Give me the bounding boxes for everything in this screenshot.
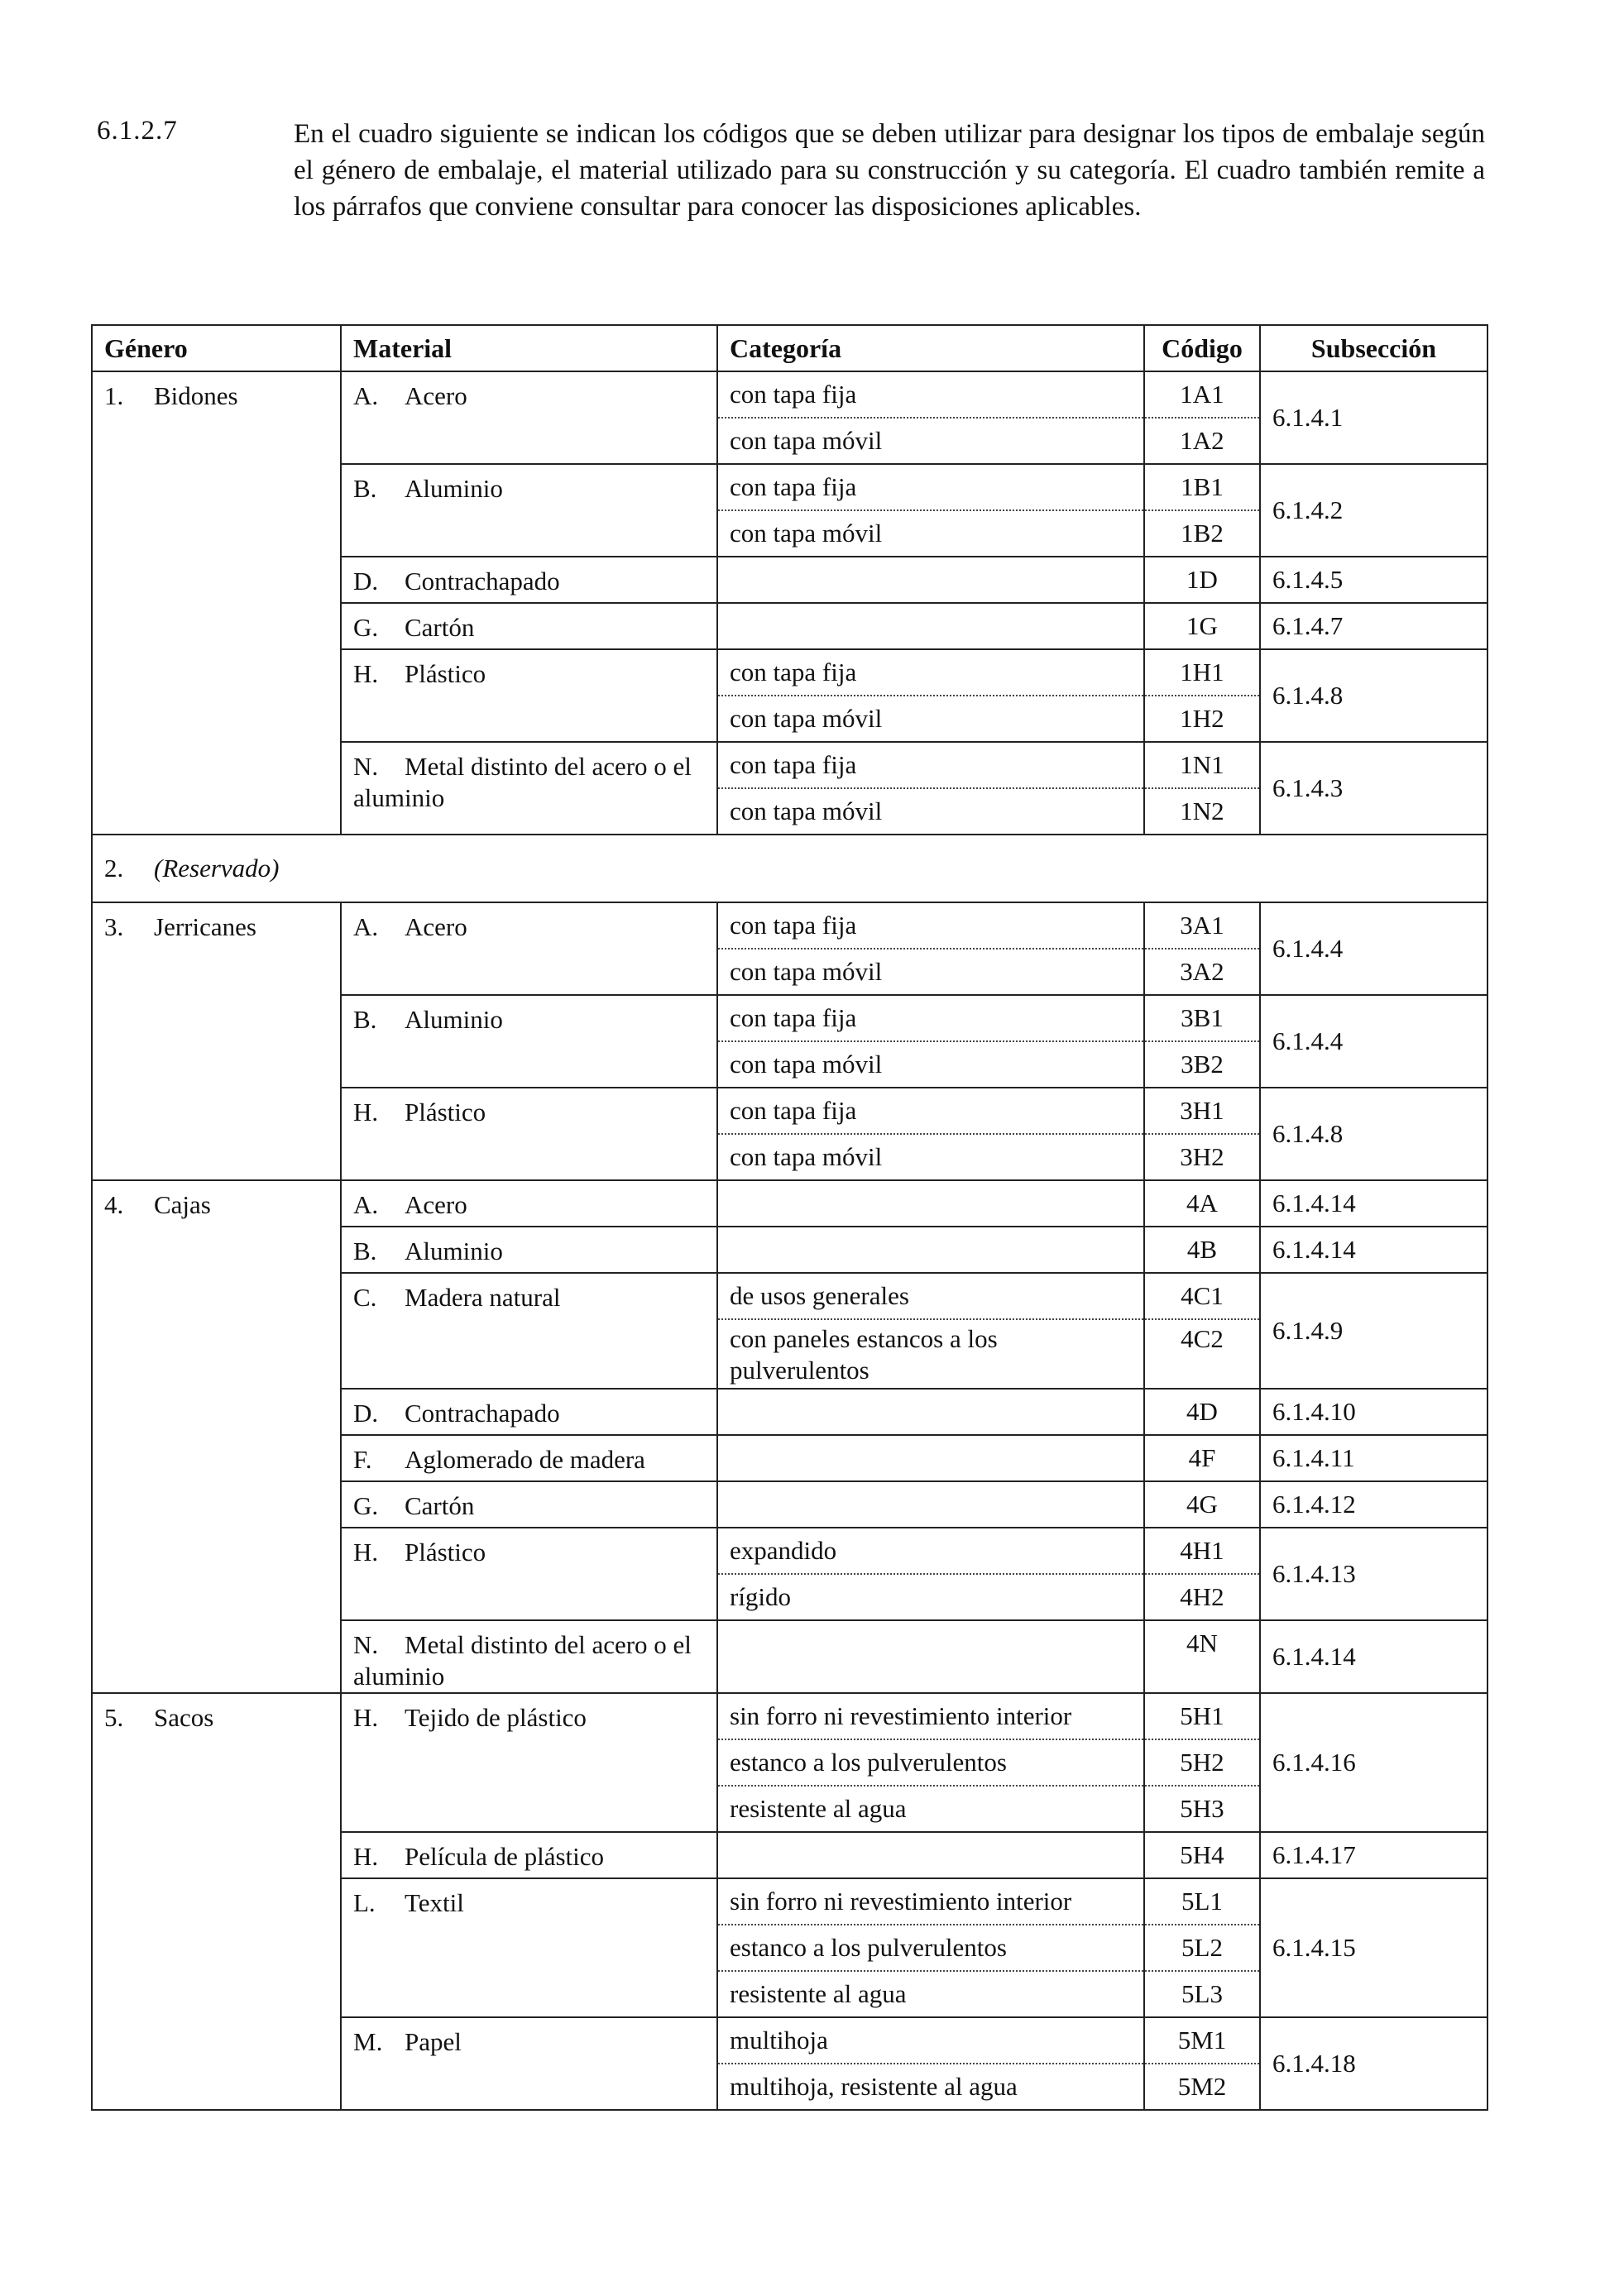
codigo-cell bbox=[1144, 995, 1260, 1088]
codigo-item bbox=[1145, 1879, 1259, 1925]
codigo-item bbox=[1145, 1482, 1259, 1527]
categoria-text: con tapa fija bbox=[730, 750, 857, 779]
codigo-item bbox=[1145, 696, 1259, 741]
codigo-item bbox=[1145, 1227, 1259, 1272]
material-letter: A. bbox=[353, 381, 379, 410]
codigo-item bbox=[1145, 1274, 1259, 1320]
codigo-cell bbox=[1144, 1273, 1260, 1389]
table-row-reserved bbox=[92, 835, 1487, 902]
codigo-text: 4B bbox=[1186, 1235, 1218, 1264]
codigo-cell bbox=[1144, 902, 1260, 995]
header-categoria: Categoría bbox=[717, 325, 1144, 371]
codigo-text: 1N1 bbox=[1180, 750, 1224, 779]
codigo-item bbox=[1145, 1181, 1259, 1226]
categoria-cell bbox=[717, 1620, 1144, 1693]
codigo-text: 5H3 bbox=[1180, 1794, 1224, 1823]
categoria-item bbox=[718, 743, 1143, 789]
material-cell bbox=[341, 371, 717, 464]
table-body bbox=[92, 371, 1487, 2110]
codigo-item bbox=[1145, 650, 1259, 696]
codigo-cell bbox=[1144, 1528, 1260, 1620]
categoria-item bbox=[718, 1879, 1143, 1925]
codigo-item bbox=[1145, 996, 1259, 1042]
codigo-text: 5H4 bbox=[1180, 1840, 1224, 1869]
material-name: Madera natural bbox=[405, 1283, 561, 1312]
material-cell bbox=[341, 1878, 717, 2017]
codigo-cell bbox=[1144, 371, 1260, 464]
material-letter: B. bbox=[353, 474, 377, 503]
codigo-text: 1N2 bbox=[1180, 796, 1224, 825]
categoria-item bbox=[718, 789, 1143, 834]
codigo-cell bbox=[1144, 603, 1260, 649]
subseccion-cell: 6.1.4.5 bbox=[1260, 557, 1487, 603]
codigo-cell bbox=[1144, 742, 1260, 835]
material-letter: B. bbox=[353, 1236, 377, 1265]
material-letter: H. bbox=[353, 1842, 379, 1871]
categoria-cell bbox=[717, 371, 1144, 464]
header-genero: Género bbox=[92, 325, 341, 371]
codigo-cell bbox=[1144, 1620, 1260, 1693]
categoria-cell bbox=[717, 1273, 1144, 1389]
genero-name: Bidones bbox=[154, 381, 238, 410]
paragraph-number: 6.1.2.7 bbox=[97, 116, 178, 146]
material-name: Contrachapado bbox=[405, 567, 560, 596]
categoria-cell bbox=[717, 1435, 1144, 1481]
categoria-text: con tapa móvil bbox=[730, 426, 883, 455]
codigo-item bbox=[1145, 1135, 1259, 1179]
codigo-cell bbox=[1144, 1180, 1260, 1227]
categoria-cell bbox=[717, 464, 1144, 557]
categoria-item bbox=[718, 1528, 1143, 1575]
codigo-cell bbox=[1144, 1693, 1260, 1832]
material-name: Aglomerado de madera bbox=[405, 1445, 645, 1474]
categoria-item bbox=[718, 1135, 1143, 1179]
codigo-text: 3B1 bbox=[1181, 1003, 1224, 1032]
material-name: Plástico bbox=[405, 659, 486, 688]
table-row bbox=[92, 371, 1487, 464]
material-letter: M. bbox=[353, 2027, 383, 2056]
material-letter: H. bbox=[353, 1703, 379, 1732]
subseccion-cell: 6.1.4.18 bbox=[1260, 2017, 1487, 2110]
categoria-cell bbox=[717, 1481, 1144, 1528]
material-name: Textil bbox=[405, 1888, 464, 1917]
material-cell bbox=[341, 1435, 717, 1481]
material-cell bbox=[341, 1088, 717, 1180]
categoria-cell bbox=[717, 1389, 1144, 1435]
material-cell bbox=[341, 1180, 717, 1227]
codigo-item bbox=[1145, 604, 1259, 648]
categoria-item bbox=[718, 419, 1143, 463]
categoria-item bbox=[718, 1320, 1143, 1388]
material-cell bbox=[341, 995, 717, 1088]
subseccion-cell: 6.1.4.14 bbox=[1260, 1180, 1487, 1227]
packaging-codes-table bbox=[91, 324, 1488, 2111]
material-cell bbox=[341, 1693, 717, 1832]
codigo-item bbox=[1145, 1787, 1259, 1831]
categoria-cell bbox=[717, 1088, 1144, 1180]
codigo-cell bbox=[1144, 464, 1260, 557]
codigo-text: 3A2 bbox=[1180, 957, 1224, 986]
genero-cell bbox=[92, 371, 341, 835]
material-letter: C. bbox=[353, 1283, 377, 1312]
codigo-text: 1B1 bbox=[1181, 472, 1224, 501]
codigo-text: 4C2 bbox=[1181, 1324, 1224, 1353]
material-letter: D. bbox=[353, 567, 379, 596]
codigo-item bbox=[1145, 557, 1259, 602]
categoria-item bbox=[718, 2064, 1143, 2109]
categoria-item bbox=[718, 511, 1143, 556]
table-header-row bbox=[92, 325, 1487, 371]
categoria-item bbox=[718, 1227, 1143, 1272]
material-letter: B. bbox=[353, 1005, 377, 1034]
categoria-cell bbox=[717, 1528, 1144, 1620]
material-cell bbox=[341, 1832, 717, 1878]
table-row bbox=[92, 1180, 1487, 1227]
categoria-text: rígido bbox=[730, 1582, 792, 1611]
genero-name: Jerricanes bbox=[154, 912, 256, 941]
codigo-text: 4H2 bbox=[1180, 1582, 1224, 1611]
material-cell bbox=[341, 742, 717, 835]
subseccion-cell: 6.1.4.4 bbox=[1260, 995, 1487, 1088]
codigo-item bbox=[1145, 1694, 1259, 1740]
subseccion-cell: 6.1.4.10 bbox=[1260, 1389, 1487, 1435]
categoria-cell bbox=[717, 1180, 1144, 1227]
material-cell bbox=[341, 1273, 717, 1389]
categoria-text: sin forro ni revestimiento interior bbox=[730, 1887, 1072, 1916]
codigo-text: 5L2 bbox=[1181, 1933, 1223, 1962]
codigo-text: 4A bbox=[1186, 1189, 1218, 1217]
subseccion-cell: 6.1.4.15 bbox=[1260, 1878, 1487, 2017]
categoria-item bbox=[718, 650, 1143, 696]
categoria-item bbox=[718, 2018, 1143, 2064]
categoria-cell bbox=[717, 2017, 1144, 2110]
material-name: Plástico bbox=[405, 1098, 486, 1126]
material-name: Plástico bbox=[405, 1538, 486, 1567]
categoria-text: multihoja bbox=[730, 2026, 828, 2054]
material-name: Acero bbox=[405, 912, 467, 941]
categoria-item bbox=[718, 1972, 1143, 2016]
categoria-item bbox=[718, 996, 1143, 1042]
codigo-text: 3H1 bbox=[1180, 1096, 1224, 1125]
genero-cell bbox=[92, 835, 1487, 902]
categoria-item bbox=[718, 1621, 1143, 1666]
codigo-item bbox=[1145, 1390, 1259, 1434]
codigo-item bbox=[1145, 372, 1259, 419]
material-name: Aluminio bbox=[405, 1005, 503, 1034]
material-name: Cartón bbox=[405, 613, 475, 642]
categoria-item bbox=[718, 1390, 1143, 1434]
material-letter: A. bbox=[353, 912, 379, 941]
codigo-text: 5M1 bbox=[1177, 2026, 1227, 2054]
subseccion-cell: 6.1.4.3 bbox=[1260, 742, 1487, 835]
codigo-text: 1G bbox=[1186, 611, 1218, 640]
genero-number: 1. bbox=[104, 381, 124, 410]
material-letter: N. bbox=[353, 752, 379, 781]
codigo-item bbox=[1145, 1320, 1259, 1388]
categoria-item bbox=[718, 372, 1143, 419]
paragraph-text: En el cuadro siguiente se indican los códigos que se deben utilizar para designar los tipos de embalaje según el género de embalaje, el material utilizado para su construcción y su categoría. El cuadro también remite a los párrafos que conviene consultar para conocer las disposiciones aplicables. bbox=[294, 119, 1485, 222]
subseccion-cell: 6.1.4.17 bbox=[1260, 1832, 1487, 1878]
material-name: Película de plástico bbox=[405, 1842, 605, 1871]
categoria-text: sin forro ni revestimiento interior bbox=[730, 1701, 1072, 1730]
codigo-cell bbox=[1144, 1435, 1260, 1481]
categoria-text: resistente al agua bbox=[730, 1979, 907, 2008]
codigo-item bbox=[1145, 1972, 1259, 2016]
material-cell bbox=[341, 603, 717, 649]
codigo-item bbox=[1145, 743, 1259, 789]
table-row bbox=[92, 1693, 1487, 1832]
categoria-item bbox=[718, 1436, 1143, 1480]
header-material: Material bbox=[341, 325, 717, 371]
material-name: Aluminio bbox=[405, 474, 503, 503]
genero-name: (Reservado) bbox=[154, 854, 280, 883]
material-name: Papel bbox=[405, 2027, 462, 2056]
categoria-text: con tapa móvil bbox=[730, 1142, 883, 1171]
material-name: Metal distinto del acero o el aluminio bbox=[353, 1630, 692, 1691]
codigo-text: 1D bbox=[1186, 565, 1218, 594]
codigo-cell bbox=[1144, 1088, 1260, 1180]
codigo-text: 4C1 bbox=[1181, 1281, 1224, 1310]
material-cell bbox=[341, 464, 717, 557]
codigo-item bbox=[1145, 1088, 1259, 1135]
genero-number: 2. bbox=[104, 854, 124, 883]
codigo-text: 5L3 bbox=[1181, 1979, 1223, 2008]
material-cell bbox=[341, 649, 717, 742]
codigo-text: 5M2 bbox=[1177, 2072, 1227, 2101]
categoria-text: con tapa móvil bbox=[730, 519, 883, 548]
categoria-text: con tapa fija bbox=[730, 472, 857, 501]
categoria-cell bbox=[717, 603, 1144, 649]
genero-number: 4. bbox=[104, 1190, 124, 1219]
subseccion-cell: 6.1.4.8 bbox=[1260, 1088, 1487, 1180]
codigo-text: 3A1 bbox=[1180, 911, 1224, 940]
table-row bbox=[92, 902, 1487, 995]
codigo-text: 4G bbox=[1186, 1490, 1218, 1519]
material-letter: N. bbox=[353, 1630, 379, 1659]
codigo-item bbox=[1145, 1575, 1259, 1619]
categoria-text: con tapa móvil bbox=[730, 1050, 883, 1079]
categoria-cell bbox=[717, 995, 1144, 1088]
categoria-text: expandido bbox=[730, 1536, 837, 1565]
material-letter: H. bbox=[353, 1538, 379, 1567]
categoria-item bbox=[718, 1274, 1143, 1320]
codigo-text: 4H1 bbox=[1180, 1536, 1224, 1565]
codigo-cell bbox=[1144, 2017, 1260, 2110]
material-name: Metal distinto del acero o el aluminio bbox=[353, 752, 692, 812]
subseccion-cell: 6.1.4.14 bbox=[1260, 1227, 1487, 1273]
material-cell bbox=[341, 1389, 717, 1435]
codigo-item bbox=[1145, 1042, 1259, 1087]
material-cell bbox=[341, 1481, 717, 1528]
categoria-text: multihoja, resistente al agua bbox=[730, 2072, 1018, 2101]
categoria-text: con tapa móvil bbox=[730, 704, 883, 733]
subseccion-cell: 6.1.4.9 bbox=[1260, 1273, 1487, 1389]
subseccion-cell: 6.1.4.4 bbox=[1260, 902, 1487, 995]
codigo-item bbox=[1145, 1528, 1259, 1575]
categoria-text: con tapa fija bbox=[730, 380, 857, 409]
categoria-cell bbox=[717, 902, 1144, 995]
codigo-text: 1A1 bbox=[1180, 380, 1224, 409]
codigo-item bbox=[1145, 1621, 1259, 1666]
codigo-item bbox=[1145, 465, 1259, 511]
codigo-text: 5H2 bbox=[1180, 1748, 1224, 1777]
categoria-text: con paneles estancos a los pulverulentos bbox=[730, 1324, 998, 1385]
subseccion-cell: 6.1.4.2 bbox=[1260, 464, 1487, 557]
categoria-item bbox=[718, 1694, 1143, 1740]
subseccion-cell: 6.1.4.13 bbox=[1260, 1528, 1487, 1620]
subseccion-cell: 6.1.4.16 bbox=[1260, 1693, 1487, 1832]
categoria-text: con tapa fija bbox=[730, 911, 857, 940]
categoria-cell bbox=[717, 649, 1144, 742]
codigo-text: 1H1 bbox=[1180, 658, 1224, 686]
categoria-item bbox=[718, 1925, 1143, 1972]
codigo-cell bbox=[1144, 1389, 1260, 1435]
codigo-cell bbox=[1144, 557, 1260, 603]
material-letter: D. bbox=[353, 1399, 379, 1428]
codigo-item bbox=[1145, 2064, 1259, 2109]
categoria-item bbox=[718, 1575, 1143, 1619]
codigo-text: 1A2 bbox=[1180, 426, 1224, 455]
subseccion-cell: 6.1.4.8 bbox=[1260, 649, 1487, 742]
subseccion-cell: 6.1.4.1 bbox=[1260, 371, 1487, 464]
categoria-item bbox=[718, 903, 1143, 949]
material-name: Contrachapado bbox=[405, 1399, 560, 1428]
categoria-cell bbox=[717, 1832, 1144, 1878]
categoria-text: de usos generales bbox=[730, 1281, 909, 1310]
categoria-text: con tapa móvil bbox=[730, 796, 883, 825]
categoria-item bbox=[718, 604, 1143, 648]
header-subseccion: Subsección bbox=[1260, 325, 1487, 371]
categoria-cell bbox=[717, 1227, 1144, 1273]
material-letter: L. bbox=[353, 1888, 376, 1917]
codigo-item bbox=[1145, 789, 1259, 834]
material-letter: G. bbox=[353, 613, 379, 642]
categoria-item bbox=[718, 557, 1143, 602]
material-name: Acero bbox=[405, 381, 467, 410]
categoria-item bbox=[718, 1740, 1143, 1787]
genero-cell bbox=[92, 902, 341, 1180]
material-cell bbox=[341, 557, 717, 603]
categoria-item bbox=[718, 1042, 1143, 1087]
codigo-text: 1B2 bbox=[1181, 519, 1224, 548]
categoria-item bbox=[718, 696, 1143, 741]
header-codigo: Código bbox=[1144, 325, 1260, 371]
subseccion-cell: 6.1.4.14 bbox=[1260, 1620, 1487, 1693]
categoria-text: estanco a los pulverulentos bbox=[730, 1748, 1007, 1777]
categoria-text: estanco a los pulverulentos bbox=[730, 1933, 1007, 1962]
categoria-cell bbox=[717, 557, 1144, 603]
categoria-item bbox=[718, 949, 1143, 994]
material-cell bbox=[341, 1620, 717, 1693]
genero-number: 3. bbox=[104, 912, 124, 941]
material-cell bbox=[341, 1528, 717, 1620]
codigo-item bbox=[1145, 1740, 1259, 1787]
genero-cell bbox=[92, 1693, 341, 2110]
codigo-item bbox=[1145, 511, 1259, 556]
codigo-item bbox=[1145, 949, 1259, 994]
codigo-text: 4D bbox=[1186, 1397, 1218, 1426]
categoria-item bbox=[718, 465, 1143, 511]
categoria-item bbox=[718, 1482, 1143, 1527]
material-cell bbox=[341, 2017, 717, 2110]
material-letter: A. bbox=[353, 1190, 379, 1219]
codigo-cell bbox=[1144, 1481, 1260, 1528]
categoria-text: resistente al agua bbox=[730, 1794, 907, 1823]
categoria-item bbox=[718, 1181, 1143, 1226]
categoria-item bbox=[718, 1833, 1143, 1877]
subseccion-cell: 6.1.4.11 bbox=[1260, 1435, 1487, 1481]
codigo-cell bbox=[1144, 1878, 1260, 2017]
codigo-text: 4F bbox=[1188, 1443, 1216, 1472]
codigo-item bbox=[1145, 1436, 1259, 1480]
genero-name: Sacos bbox=[154, 1703, 214, 1732]
material-cell bbox=[341, 902, 717, 995]
codigo-cell bbox=[1144, 649, 1260, 742]
codigo-item bbox=[1145, 1833, 1259, 1877]
material-name: Cartón bbox=[405, 1491, 475, 1520]
codigo-item bbox=[1145, 903, 1259, 949]
material-cell bbox=[341, 1227, 717, 1273]
genero-name: Cajas bbox=[154, 1190, 211, 1219]
genero-cell bbox=[92, 1180, 341, 1693]
codigo-text: 1H2 bbox=[1180, 704, 1224, 733]
categoria-cell bbox=[717, 1693, 1144, 1832]
codigo-text: 5H1 bbox=[1180, 1701, 1224, 1730]
material-name: Acero bbox=[405, 1190, 467, 1219]
material-letter: F. bbox=[353, 1445, 372, 1474]
categoria-item bbox=[718, 1088, 1143, 1135]
codigo-text: 3H2 bbox=[1180, 1142, 1224, 1171]
subseccion-cell: 6.1.4.7 bbox=[1260, 603, 1487, 649]
material-name: Aluminio bbox=[405, 1236, 503, 1265]
codigo-item bbox=[1145, 2018, 1259, 2064]
categoria-text: con tapa fija bbox=[730, 658, 857, 686]
categoria-text: con tapa fija bbox=[730, 1003, 857, 1032]
material-letter: H. bbox=[353, 659, 379, 688]
material-letter: H. bbox=[353, 1098, 379, 1126]
categoria-text: con tapa móvil bbox=[730, 957, 883, 986]
codigo-cell bbox=[1144, 1832, 1260, 1878]
codigo-text: 5L1 bbox=[1181, 1887, 1223, 1916]
material-letter: G. bbox=[353, 1491, 379, 1520]
categoria-item bbox=[718, 1787, 1143, 1831]
codigo-item bbox=[1145, 1925, 1259, 1972]
codigo-text: 4N bbox=[1186, 1629, 1218, 1657]
material-name: Tejido de plástico bbox=[405, 1703, 587, 1732]
categoria-cell bbox=[717, 742, 1144, 835]
genero-number: 5. bbox=[104, 1703, 124, 1732]
subseccion-cell: 6.1.4.12 bbox=[1260, 1481, 1487, 1528]
categoria-text: con tapa fija bbox=[730, 1096, 857, 1125]
codigo-text: 3B2 bbox=[1181, 1050, 1224, 1079]
categoria-cell bbox=[717, 1878, 1144, 2017]
codigo-item bbox=[1145, 419, 1259, 463]
codigo-cell bbox=[1144, 1227, 1260, 1273]
